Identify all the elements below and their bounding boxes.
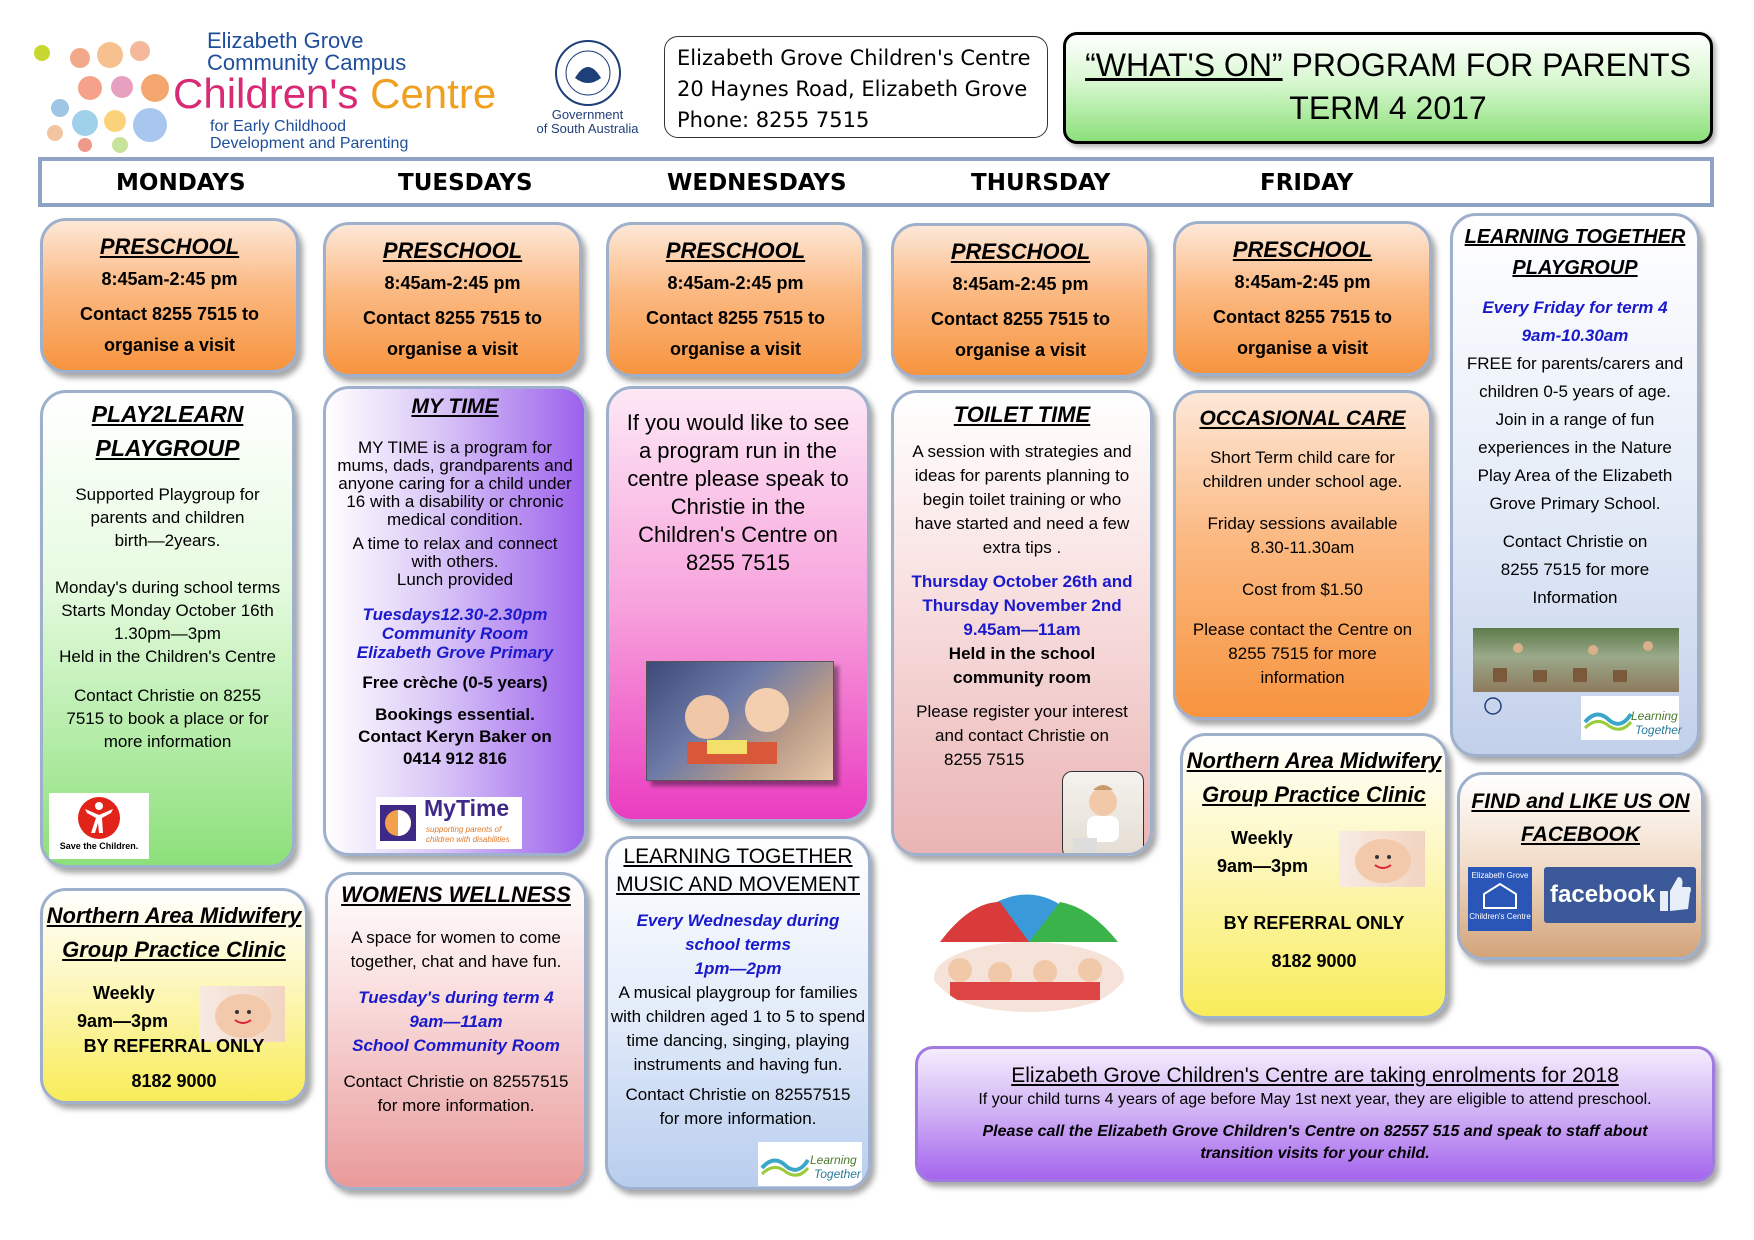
preschool-contact1: Contact 8255 7515 to bbox=[362, 308, 543, 328]
campus-name-line2: Community Campus bbox=[207, 50, 407, 75]
suggest-l2: a program run in the bbox=[638, 438, 838, 463]
facebook-box bbox=[1457, 772, 1704, 960]
facebook-like-button[interactable] bbox=[1544, 867, 1696, 923]
occasional-care-box bbox=[1173, 390, 1432, 720]
play2learn-p2c: 1.30pm—3pm bbox=[114, 624, 221, 643]
enrol-line2: Please call the Elizabeth Grove Children's Centre on 82557 515 and speak to staff about bbox=[982, 1123, 1648, 1140]
save-the-children-icon bbox=[77, 795, 121, 841]
childrens-centre-title bbox=[173, 70, 496, 118]
play2learn-p2b: Starts Monday October 16th bbox=[61, 601, 274, 620]
mytime-p1d: 16 with a disability or chronic bbox=[346, 492, 564, 511]
gov-seal-small-icon bbox=[1483, 696, 1503, 716]
day-wednesday: WEDNESDAYS bbox=[667, 170, 847, 196]
government-line1: Government bbox=[551, 107, 624, 122]
preschool-contact2: organise a visit bbox=[103, 335, 236, 355]
preschool-time: 8:45am-2:45 pm bbox=[667, 273, 804, 293]
save-the-children-logo bbox=[49, 793, 149, 859]
play2learn-p3c: more information bbox=[103, 732, 232, 751]
mytime-when1: Tuesdays12.30-2.30pm bbox=[362, 605, 548, 624]
address-phone: Phone: 8255 7515 bbox=[677, 108, 870, 132]
ltp-p1: FREE for parents/carers and bbox=[1466, 354, 1684, 373]
midwifery-fri-referral: BY REFERRAL ONLY bbox=[1223, 913, 1405, 933]
midwifery-friday-box bbox=[1180, 733, 1448, 1019]
mytime-creche: Free crèche (0-5 years) bbox=[362, 673, 548, 692]
campus-name-line1: Elizabeth Grove bbox=[207, 28, 364, 53]
program-title bbox=[1066, 47, 1710, 84]
learning-together-playgroup-box bbox=[1450, 213, 1700, 757]
suggest-program-box bbox=[606, 386, 870, 822]
midwifery-mon-phone-inbox: 8182 9000 bbox=[131, 1071, 217, 1091]
preschool-title: PRESCHOOL bbox=[665, 238, 806, 263]
toilet-h2: community room bbox=[953, 668, 1091, 687]
womens-w1: Tuesday's during term 4 bbox=[358, 988, 554, 1007]
toilet-r3: 8255 7515 bbox=[944, 750, 1025, 769]
enrolments-banner bbox=[915, 1046, 1715, 1182]
pregnancy-photo bbox=[199, 986, 285, 1042]
thumbs-up-icon bbox=[1658, 875, 1692, 915]
preschool-time: 8:45am-2:45 pm bbox=[952, 274, 1089, 294]
ltp-p3: Join in a range of fun bbox=[1495, 410, 1655, 429]
mytime-p1c: anyone caring for a child under bbox=[338, 474, 572, 493]
mytime-p2b: with others. bbox=[411, 552, 499, 571]
music-learning-together-logo bbox=[758, 1142, 862, 1186]
preschool-contact1: Contact 8255 7515 to bbox=[79, 304, 260, 324]
preschool-contact2: organise a visit bbox=[954, 340, 1087, 360]
suggest-l1: If you would like to see bbox=[626, 410, 850, 435]
government-logo bbox=[520, 38, 655, 138]
ltp-p2: children 0-5 years of age. bbox=[1479, 382, 1671, 401]
play2learn-title2: PLAYGROUP bbox=[95, 435, 240, 461]
day-friday: FRIDAY bbox=[1260, 170, 1354, 196]
mytime-book2: Contact Keryn Baker on bbox=[358, 727, 552, 746]
toilet-r2: and contact Christie on bbox=[935, 726, 1109, 745]
play2learn-p2a: Monday's during school terms bbox=[54, 578, 281, 597]
mytime-box bbox=[323, 386, 587, 856]
womens-p1b: together, chat and have fun. bbox=[350, 952, 562, 971]
preschool-contact1: Contact 8255 7515 to bbox=[1212, 307, 1393, 327]
learning-together-logo-word1: Learning bbox=[1631, 709, 1678, 723]
day-header-bar bbox=[38, 157, 1714, 207]
womens-w3: School Community Room bbox=[352, 1036, 560, 1055]
campus-sub-line2: Development and Parenting bbox=[210, 135, 409, 152]
midwifery-fri-title1: Northern Area Midwifery bbox=[1186, 748, 1442, 773]
occasional-title: OCCASIONAL CARE bbox=[1199, 407, 1406, 430]
toilet-d3: 9.45am—11am bbox=[963, 620, 1081, 639]
play2learn-p3a: Contact Christie on 8255 bbox=[73, 686, 262, 705]
preschool-contact1: Contact 8255 7515 to bbox=[645, 308, 826, 328]
music-logo-word2: Together bbox=[814, 1167, 861, 1181]
house-icon bbox=[1480, 880, 1520, 910]
pregnant-belly-icon bbox=[1339, 831, 1425, 887]
mytime-logo bbox=[376, 797, 522, 849]
womens-wellness-box bbox=[325, 872, 587, 1190]
parachute-photo-icon bbox=[920, 872, 1138, 1018]
music-p4: instruments and having fun. bbox=[633, 1055, 843, 1074]
mytime-p1e: medical condition. bbox=[386, 510, 524, 529]
government-line2: of South Australia bbox=[536, 121, 639, 136]
toilet-d2: Thursday November 2nd bbox=[922, 596, 1122, 615]
occasional-p2b: 8.30-11.30am bbox=[1250, 538, 1355, 557]
address-street: 20 Haynes Road, Elizabeth Grove bbox=[677, 77, 1028, 101]
ltp-when2: 9am-10.30am bbox=[1521, 326, 1629, 345]
preschool-time: 8:45am-2:45 pm bbox=[1234, 272, 1371, 292]
toilet-p1a: A session with strategies and bbox=[912, 442, 1132, 461]
occasional-p3a: Please contact the Centre on bbox=[1192, 620, 1413, 639]
music-title2: MUSIC AND MOVEMENT bbox=[616, 873, 860, 896]
mytime-title: MY TIME bbox=[411, 395, 499, 418]
ltp-p5: Play Area of the Elizabeth bbox=[1477, 466, 1673, 485]
preschool-contact1: Contact 8255 7515 to bbox=[930, 309, 1111, 329]
mytime-logo-sub1: supporting parents of bbox=[426, 825, 502, 834]
nature-play-photo-icon bbox=[1473, 628, 1679, 692]
womens-w2: 9am—11am bbox=[409, 1012, 503, 1031]
pregnant-belly-icon bbox=[199, 986, 285, 1042]
music-c2: for more information. bbox=[659, 1109, 817, 1128]
mytime-logo-icon bbox=[378, 803, 418, 843]
ltp-c1: Contact Christie on bbox=[1502, 532, 1648, 551]
preschool-thursday bbox=[891, 223, 1150, 378]
mytime-book1: Bookings essential. bbox=[375, 705, 535, 724]
music-learning-together-wave-icon bbox=[760, 1150, 810, 1180]
womens-c2: for more information. bbox=[377, 1096, 535, 1115]
mytime-p1a: MY TIME is a program for bbox=[358, 438, 552, 457]
music-w3: 1pm—2pm bbox=[694, 959, 782, 978]
mytime-when2: Community Room bbox=[381, 624, 529, 643]
gov-sa-small-logo bbox=[1473, 696, 1513, 742]
enrol-line1: If your child turns 4 years of age before May 1st next year, they are eligible to attend preschool. bbox=[978, 1091, 1652, 1108]
program-title-banner bbox=[1063, 32, 1713, 144]
centre-icon-line2: Children's Centre bbox=[1469, 912, 1531, 921]
babies-photo-icon bbox=[647, 662, 833, 780]
address-centre-name: Elizabeth Grove Children's Centre bbox=[677, 46, 1031, 70]
preschool-title: PRESCHOOL bbox=[1232, 237, 1373, 262]
preschool-time: 8:45am-2:45 pm bbox=[384, 273, 521, 293]
occasional-p1b: children under school age. bbox=[1202, 472, 1403, 491]
midwifery-hours: 9am—3pm bbox=[77, 1011, 169, 1031]
toilet-p1d: have started and need a few bbox=[914, 514, 1130, 533]
mytime-book3: 0414 912 816 bbox=[403, 749, 507, 768]
music-w1: Every Wednesday during bbox=[636, 911, 840, 930]
toilet-r1: Please register your interest bbox=[916, 702, 1128, 721]
suggest-l6: 8255 7515 bbox=[686, 550, 790, 575]
midwifery-fri-title2: Group Practice Clinic bbox=[1202, 782, 1426, 807]
play2learn-p1c: birth—2years. bbox=[114, 531, 221, 550]
toilet-title: TOILET TIME bbox=[953, 402, 1091, 427]
play2learn-box bbox=[40, 390, 295, 868]
toilet-time-box bbox=[891, 390, 1153, 856]
midwifery-weekly: Weekly bbox=[93, 983, 155, 1003]
music-p3: time dancing, singing, playing bbox=[626, 1031, 850, 1050]
parachute-play-photo bbox=[920, 872, 1138, 1018]
preschool-wednesday bbox=[606, 222, 865, 377]
learning-together-logo-word2: Together bbox=[1635, 723, 1682, 737]
occasional-p3b: 8255 7515 for more bbox=[1228, 644, 1377, 663]
childrens-word: Children's bbox=[173, 70, 359, 117]
facebook-button-label: facebook bbox=[1550, 881, 1656, 908]
preschool-contact2: organise a visit bbox=[1236, 338, 1369, 358]
occasional-p1a: Short Term child care for bbox=[1210, 448, 1395, 467]
preschool-time: 8:45am-2:45 pm bbox=[101, 269, 238, 289]
nature-play-photo bbox=[1473, 628, 1679, 692]
pregnancy-photo-friday bbox=[1339, 831, 1425, 887]
preschool-contact2: organise a visit bbox=[669, 339, 802, 359]
music-p1: A musical playgroup for families bbox=[618, 983, 858, 1002]
ltp-title1: LEARNING TOGETHER bbox=[1464, 226, 1686, 248]
preschool-friday bbox=[1173, 221, 1432, 376]
music-p2: with children aged 1 to 5 to spend bbox=[610, 1007, 866, 1026]
mytime-p2a: A time to relax and connect bbox=[352, 534, 558, 553]
ltp-p6: Grove Primary School. bbox=[1489, 494, 1661, 513]
toilet-p1b: ideas for parents planning to bbox=[914, 466, 1130, 485]
ltp-c2: 8255 7515 for more bbox=[1500, 560, 1650, 579]
day-thursday: THURSDAY bbox=[971, 170, 1111, 196]
ltp-when1: Every Friday for term 4 bbox=[1482, 298, 1668, 317]
play2learn-p3b: 7515 to book a place or for bbox=[66, 709, 269, 728]
music-title1: LEARNING TOGETHER bbox=[623, 845, 853, 868]
preschool-title: PRESCHOOL bbox=[99, 234, 240, 259]
dots-logo-icon bbox=[30, 33, 180, 153]
midwifery-monday-box bbox=[40, 888, 308, 1104]
occasional-cost: Cost from $1.50 bbox=[1242, 580, 1363, 599]
midwifery-title2: Group Practice Clinic bbox=[62, 937, 286, 962]
womens-c1: Contact Christie on 82557515 bbox=[343, 1072, 569, 1091]
ltp-title2: PLAYGROUP bbox=[1512, 257, 1638, 279]
suggest-l5: Children's Centre on bbox=[638, 522, 838, 547]
music-w2: school terms bbox=[685, 935, 791, 954]
preschool-contact2: organise a visit bbox=[386, 339, 519, 359]
preschool-tuesday bbox=[323, 222, 582, 377]
enrol-line3: transition visits for your child. bbox=[1200, 1145, 1430, 1162]
music-movement-box bbox=[605, 836, 871, 1190]
enrol-title: Elizabeth Grove Children's Centre are taking enrolments for 2018 bbox=[1011, 1064, 1619, 1087]
mytime-p2c: Lunch provided bbox=[396, 570, 514, 589]
program-for-parents-text: PROGRAM FOR PARENTS bbox=[1282, 47, 1691, 83]
mytime-logo-title: MyTime bbox=[424, 795, 510, 821]
learning-together-wave-icon bbox=[1583, 704, 1633, 734]
play2learn-p1b: parents and children bbox=[90, 508, 245, 527]
day-tuesday: TUESDAYS bbox=[398, 170, 533, 196]
babies-reading-photo bbox=[646, 661, 834, 781]
music-logo-word1: Learning bbox=[810, 1153, 857, 1167]
womens-p1a: A space for women to come bbox=[351, 928, 561, 947]
save-the-children-text: Save the Children. bbox=[59, 841, 139, 851]
preschool-monday bbox=[40, 218, 299, 373]
music-c1: Contact Christie on 82557515 bbox=[625, 1085, 851, 1104]
whats-on-text: “WHAT'S ON” bbox=[1085, 47, 1283, 83]
centre-facebook-icon[interactable] bbox=[1468, 867, 1532, 931]
midwifery-fri-weekly: Weekly bbox=[1231, 828, 1293, 848]
suggest-l3: centre please speak to bbox=[627, 466, 849, 491]
womens-title: WOMENS WELLNESS bbox=[341, 882, 571, 907]
mytime-when3: Elizabeth Grove Primary bbox=[356, 643, 554, 662]
midwifery-referral: BY REFERRAL ONLY bbox=[83, 1036, 265, 1056]
centre-icon-line1: Elizabeth Grove bbox=[1471, 871, 1529, 880]
term-text: TERM 4 2017 bbox=[1289, 90, 1487, 126]
preschool-title: PRESCHOOL bbox=[950, 239, 1091, 264]
midwifery-fri-hours: 9am—3pm bbox=[1217, 856, 1309, 876]
address-box bbox=[664, 36, 1048, 138]
campus-logo bbox=[30, 28, 530, 158]
play2learn-title1: PLAY2LEARN bbox=[91, 401, 244, 427]
suggest-l4: Christie in the bbox=[670, 494, 806, 519]
ltp-c3: Information bbox=[1532, 588, 1618, 607]
day-monday: MONDAYS bbox=[116, 170, 246, 196]
play2learn-p1a: Supported Playgroup for bbox=[75, 485, 260, 504]
occasional-p2a: Friday sessions available bbox=[1207, 514, 1398, 533]
midwifery-title1: Northern Area Midwifery bbox=[46, 903, 302, 928]
midwifery-fri-phone: 8182 9000 bbox=[1271, 951, 1357, 971]
play2learn-p2d: Held in the Children's Centre bbox=[59, 647, 276, 666]
toilet-h1: Held in the school bbox=[948, 644, 1096, 663]
campus-sub-line1: for Early Childhood bbox=[210, 118, 347, 135]
toilet-d1: Thursday October 26th and bbox=[911, 572, 1133, 591]
toilet-p1c: begin toilet training or who bbox=[922, 490, 1122, 509]
toilet-p1e: extra tips . bbox=[982, 538, 1062, 557]
occasional-p3c: information bbox=[1260, 668, 1345, 687]
centre-word: Centre bbox=[370, 70, 497, 117]
facebook-title1: FIND and LIKE US ON bbox=[1471, 790, 1690, 813]
mytime-logo-sub2: children with disabilities bbox=[426, 835, 510, 844]
mytime-p1b: mums, dads, grandparents and bbox=[337, 456, 573, 475]
preschool-title: PRESCHOOL bbox=[382, 238, 523, 263]
ltp-p4: experiences in the Nature bbox=[1478, 438, 1672, 457]
facebook-title2: FACEBOOK bbox=[1520, 823, 1640, 846]
learning-together-logo bbox=[1581, 696, 1682, 740]
toddler-photo-icon bbox=[1063, 772, 1143, 856]
toddler-photo bbox=[1062, 771, 1144, 856]
government-seal-icon bbox=[553, 38, 623, 108]
